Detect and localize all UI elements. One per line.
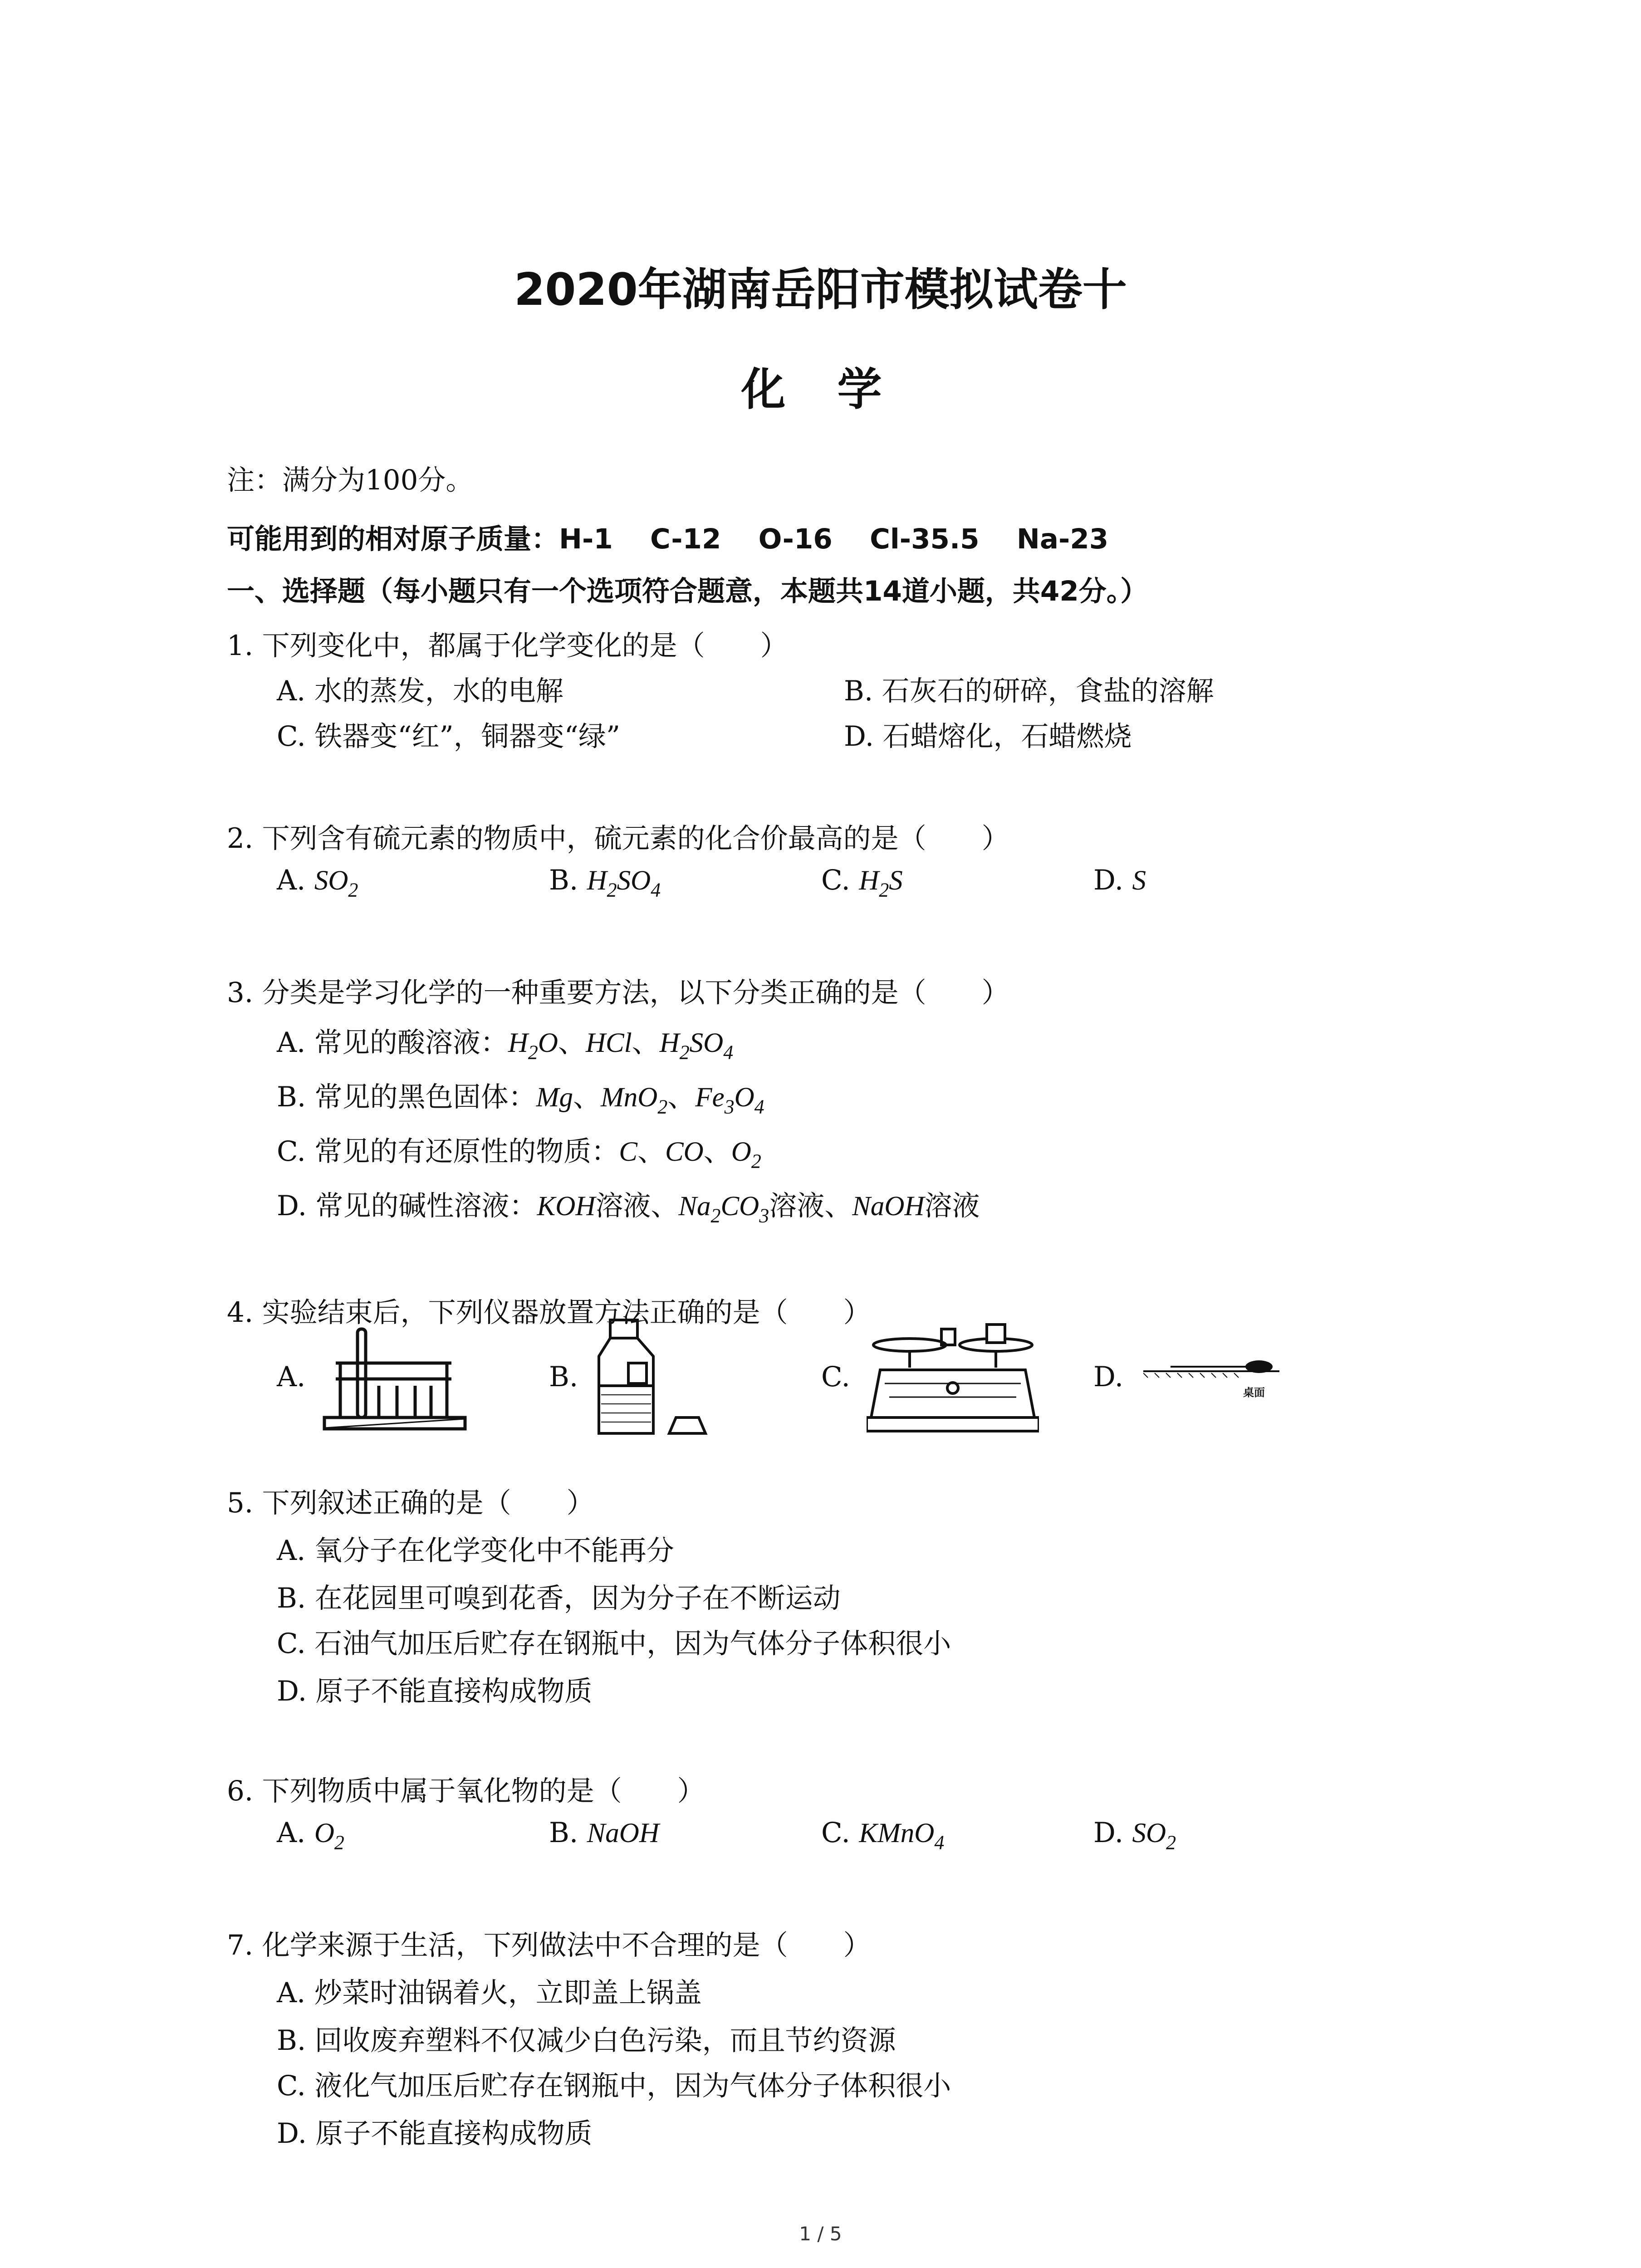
question-6-stem: 6. 下列物质中属于氧化物的是（ ） (227, 1775, 705, 1807)
q5-option-d: D. 原子不能直接构成物质 (277, 1675, 593, 1707)
exam-title: 2020年湖南岳阳市模拟试卷十 (514, 264, 1127, 316)
q1-option-d: D. 石蜡熔化，石蜡燃烧 (844, 720, 1132, 753)
q4-label-a: A. (277, 1361, 306, 1393)
q7-option-b: B. 回收废弃塑料不仅减少白色污染，而且节约资源 (277, 2024, 896, 2057)
dropper-on-table-figure (1143, 1349, 1288, 1399)
q3-option-d: D. 常见的碱性溶液：KOH溶液、$Na_2CO_3$溶液、NaOH溶液 (277, 1190, 980, 1227)
q2-option-d: D. S (1093, 864, 1146, 896)
subject-title: 化 学 (741, 364, 900, 415)
q4-label-d: D. (1093, 1361, 1124, 1393)
q3-option-b: B. 常见的黑色固体：Mg、MnO$_2$、$Fe_3O_4$ (277, 1081, 764, 1118)
q3-option-c: C. 常见的有还原性的物质：C、CO、$O_2$ (277, 1135, 761, 1173)
q6-option-d: D. $SO_2$ (1093, 1817, 1176, 1854)
page-number: 1 / 5 (799, 2223, 842, 2245)
balance-scale-figure (867, 1320, 1039, 1438)
atomic-mass-note: 可能用到的相对原子质量：H-1 C-12 O-16 Cl-35.5 Na-23 (227, 523, 1109, 555)
q6-option-c: C. KMnO$_4$ (821, 1817, 945, 1854)
q7-option-a: A. 炒菜时油锅着火，立即盖上锅盖 (277, 1977, 702, 2009)
question-3-stem: 3. 分类是学习化学的一种重要方法，以下分类正确的是（ ） (227, 977, 1009, 1009)
q3-option-a: A. 常见的酸溶液：$H_2O$、HCl、$H_2SO_4$ (277, 1026, 734, 1064)
q2-option-a: A. $SO_2$ (277, 864, 358, 901)
q1-option-c: C. 铁器变“红”，铜器变“绿” (277, 720, 621, 753)
question-5-stem: 5. 下列叙述正确的是（ ） (227, 1487, 594, 1519)
full-marks-note: 注：满分为100分。 (227, 464, 474, 496)
q7-option-d: D. 原子不能直接构成物质 (277, 2117, 593, 2150)
q4-label-c: C. (821, 1361, 850, 1393)
q2-option-c: C. $H_2S$ (821, 864, 903, 901)
q1-option-b: B. 石灰石的研碎，食盐的溶解 (844, 675, 1214, 707)
question-1-stem: 1. 下列变化中，都属于化学变化的是（ ） (227, 630, 788, 662)
q4-label-b: B. (549, 1361, 578, 1393)
section-heading: 一、选择题（每小题只有一个选项符合题意，本题共14道小题，共42分。） (227, 575, 1148, 607)
q2-option-b: B. $H_2SO_4$ (549, 864, 661, 901)
question-4-stem: 4. 实验结束后，下列仪器放置方法正确的是（ ） (227, 1296, 871, 1329)
q5-option-b: B. 在花园里可嗅到花香，因为分子在不断运动 (277, 1582, 841, 1614)
q6-option-b: B. NaOH (549, 1817, 659, 1849)
q5-option-c: C. 石油气加压后贮存在钢瓶中，因为气体分子体积很小 (277, 1628, 951, 1660)
table-surface-label: 桌面 (1243, 1386, 1265, 1399)
q6-option-a: A. $O_2$ (277, 1817, 344, 1854)
q1-option-a: A. 水的蒸发，水的电解 (277, 675, 563, 707)
question-2-stem: 2. 下列含有硫元素的物质中，硫元素的化合价最高的是（ ） (227, 822, 1009, 855)
test-tube-rack-figure (322, 1325, 467, 1433)
question-7-stem: 7. 化学来源于生活，下列做法中不合理的是（ ） (227, 1929, 871, 1961)
q5-option-a: A. 氧分子在化学变化中不能再分 (277, 1535, 674, 1567)
q7-option-c: C. 液化气加压后贮存在钢瓶中，因为气体分子体积很小 (277, 2070, 951, 2102)
reagent-bottle-figure (594, 1318, 712, 1440)
